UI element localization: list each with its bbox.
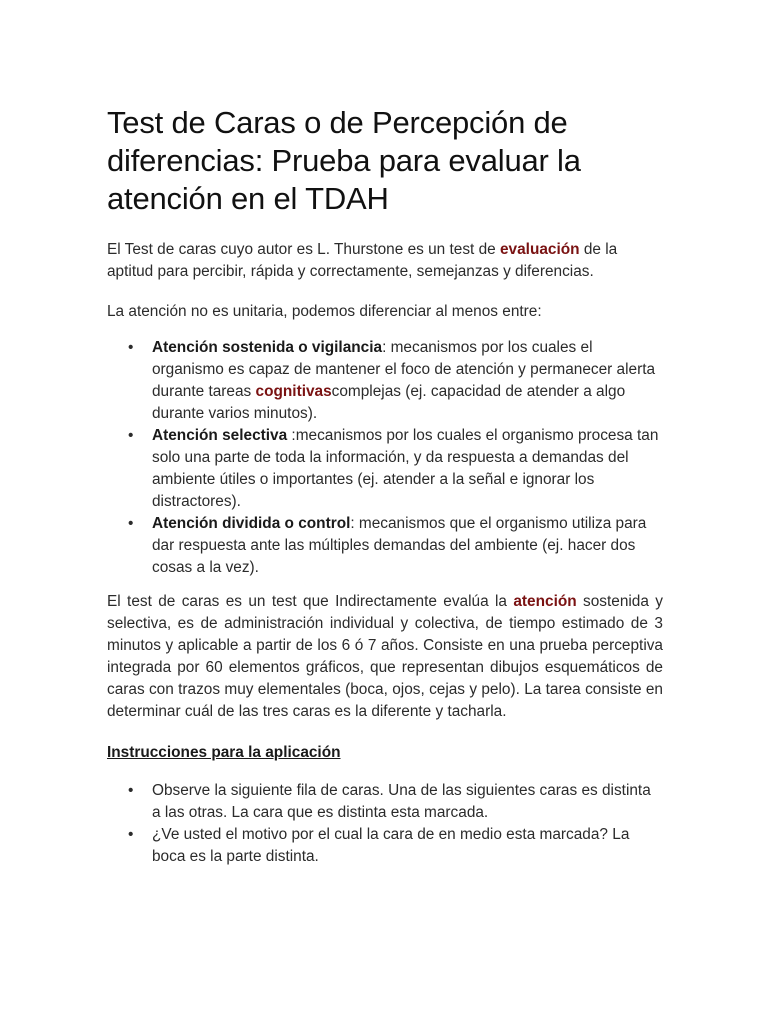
- desc-sostenida-a: : mecanismos por los cuales el organismo es capaz de mantener el foco de atención y permanecer alerta durante tareas: [152, 339, 656, 400]
- attention-types-list: [107, 337, 663, 579]
- atencion-link[interactable]: atención: [513, 593, 577, 610]
- intro-text-b: de la aptitud para percibir, rápida y correctamente, semejanzas y diferencias.: [107, 241, 618, 280]
- bullet-icon: •: [128, 515, 134, 532]
- desc-selectiva: :mecanismos por los cuales el organismo procesa tan solo una parte de toda la información, y da respuesta a demandas del ambiente útiles o importantes (ej. atender a la señal e ignorar los distractores).: [152, 427, 659, 510]
- term-sostenida: Atención sostenida o vigilancia: [152, 339, 383, 356]
- desc-sostenida-b: complejas (ej. capacidad de atender a algo durante varios minutos).: [152, 383, 626, 422]
- list-item: [128, 513, 663, 579]
- desc-dividida: : mecanismos que el organismo utiliza para dar respuesta ante las múltiples demandas del ambiente (ej. hacer dos cosas a la vez).: [152, 515, 647, 576]
- document-page: [107, 104, 663, 868]
- bullet-icon: •: [128, 339, 134, 356]
- description-text-b: sostenida y selectiva, es de administración individual y colectiva, de tiempo estimado de 3 minutos y aplicable a partir de los 6 ó 7 años. Consiste en una prueba perceptiva integrada por 60 elementos gráficos, que representan dibujos esquemáticos de caras con trazos muy elementales (boca, ojos, cejas y pelo). La tarea consiste en determinar cuál de las tres caras es la diferente y tacharla.: [107, 593, 663, 720]
- list-item: [128, 780, 663, 824]
- bullet-icon: •: [128, 427, 134, 444]
- evaluacion-link[interactable]: evaluación: [499, 241, 580, 258]
- bullet-icon: •: [128, 782, 134, 799]
- description-paragraph: [107, 591, 663, 723]
- term-dividida: Atención dividida o control: [152, 515, 351, 532]
- term-selectiva: Atención selectiva: [152, 427, 288, 444]
- page-title: Test de Caras o de Percepción de diferencias: Prueba para evaluar la atención en el TDAH: [107, 105, 581, 216]
- description-text-a: El test de caras es un test que Indirectamente evalúa la: [107, 593, 514, 610]
- instruction-text: ¿Ve usted el motivo por el cual la cara de en medio esta marcada? La boca es la parte distinta.: [152, 826, 630, 865]
- types-intro-paragraph: La atención no es unitaria, podemos diferenciar al menos entre:: [107, 303, 542, 320]
- instructions-heading: Instrucciones para la aplicación: [107, 744, 341, 761]
- intro-text-a: El Test de caras cuyo autor es L. Thurstone es un test de: [107, 241, 500, 258]
- instruction-text: Observe la siguiente fila de caras. Una de las siguientes caras es distinta a las otras. La cara que es distinta esta marcada.: [152, 782, 651, 821]
- section-subheading: [107, 742, 663, 764]
- instructions-list: [107, 780, 663, 868]
- list-item: [128, 337, 663, 425]
- list-item: [128, 824, 663, 868]
- bullet-icon: •: [128, 826, 134, 843]
- list-item: [128, 425, 663, 513]
- intro-paragraph: [107, 239, 663, 283]
- cognitivas-link[interactable]: cognitivas: [255, 383, 332, 400]
